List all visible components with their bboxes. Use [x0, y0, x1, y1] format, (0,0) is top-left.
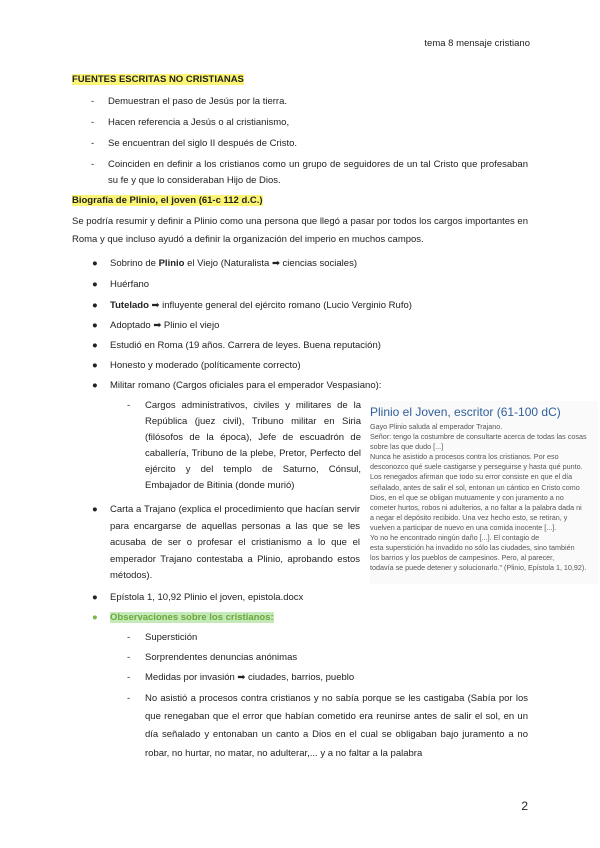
- bullet-icon: ●: [92, 258, 98, 269]
- bullet-honesto: ● Honesto y moderado (políticamente correcto): [110, 358, 301, 374]
- bullet-icon: ●: [92, 360, 98, 371]
- bullet-adoptado: ● Adoptado ➡ Plinio el viejo: [110, 318, 219, 334]
- bullet-icon: ●: [92, 300, 98, 311]
- bullet-observaciones: ● Observaciones sobre los cristianos:: [110, 610, 274, 626]
- bullet-icon: ●: [92, 320, 98, 331]
- bullet-huerfano: ● Huérfano: [110, 277, 149, 293]
- bullet-tutelado: ● Tutelado ➡ influyente general del ejército romano (Lucio Verginio Rufo): [110, 298, 412, 314]
- bullet-icon: ●: [92, 279, 98, 290]
- quote-image: [370, 401, 598, 584]
- bullet-icon: ●: [92, 592, 98, 603]
- bullet-icon: ●: [92, 612, 98, 623]
- intro-paragraph: Se podría resumir y definir a Plinio como una persona que llegó a pasar por todos los cargos importantes en Roma y que incluso ayudó a definir la organización del imperio en muchos campos.: [72, 216, 528, 245]
- bullet-militar: ● Militar romano (Cargos oficiales para el emperador Vespasiano):: [110, 378, 381, 394]
- section-title-biografia: Biografía de Plinio, el joven (61-c 112 d.C.): [72, 195, 263, 206]
- bullet-epistola: ● Epístola 1, 10,92 Plinio el joven, epistola.docx: [110, 590, 303, 606]
- list-item: - Se encuentran del siglo II después de Cristo.: [72, 136, 528, 152]
- cargos-item: - Cargos administrativos, civiles y militares de la República (juez civil), Tribuno militar en Siria (filósofos de la época), Jefe de escuadrón de caballería, Tribuno de la plebe, Pretor, Perfecto del ejército y del templo de Saturno, Cónsul, Embajador de Bitinia (donde murió): [127, 400, 361, 491]
- obs-item: - Medidas por invasión ➡ ciudades, barrios, pueblo: [127, 672, 355, 683]
- list-item: - Coinciden en definir a los cristianos como un grupo de seguidores de un tal Cristo que profesaban su fe y que lo consideraban Hijo de Dios.: [72, 157, 528, 189]
- page-number: 2: [521, 799, 528, 813]
- section-title-fuentes: FUENTES ESCRITAS NO CRISTIANAS: [72, 74, 244, 85]
- bullet-sobrino: ● Sobrino de Plinio el Viejo (Naturalista ➡ ciencias sociales): [110, 256, 357, 272]
- bullet-estudio: ● Estudió en Roma (19 años. Carrera de leyes. Buena reputación): [110, 338, 381, 354]
- obs-item: - No asistió a procesos contra cristianos y no sabía porque se les castigaba (Sabía por los que renegaban que el error que habían cometido era reunirse antes de salir el sol, en un día señalado y entonaban un canto a Dios en el cual se obligaban bajo juramento a no robar, no hurtar, no matar, no adulterar,... y a no faltar a la palabra: [127, 693, 528, 759]
- list-item: - Hacen referencia a Jesús o al cristianismo,: [72, 115, 528, 131]
- bullet-icon: ●: [92, 340, 98, 351]
- obs-item: - Sorprendentes denuncias anónimas: [127, 652, 298, 663]
- page-header: tema 8 mensaje cristiano: [424, 38, 530, 49]
- bullet-carta-trajano: ● Carta a Trajano (explica el procedimiento que hacían servir para encargarse de aquellas personas a las que se les acusaba de ser o profesar el cristianismo a lo que el emperador Trajano contestaba a Plinio, aprobando estos métodos).: [92, 504, 360, 581]
- quote-body: Gayo Plinio saluda al emperador Trajano. Señor: tengo la costumbre de consultarte acerca de todas las cosas sobre las que dudo [...] Nunca he asistido a procesos contra los cristianos. Por eso desconozco qué suele castigarse y perseguirse y hasta qué punto. Los renegados afirman que todo su error consiste en que el día señalado, antes de salir el sol, entonan un cántico en Cristo como Dios, en el que se obligan mutuamente y con juramento a no cometer hurtos, robos ni adulterios, a no faltar a la palabra dada ni a negar el depósito recibido. Una vez hecho esto, se retiran, y vuelven a participar de nuevo en una comida inocente [...]. Yo no he encontrado ningún daño [...]. El contagio de esta superstición ha invadido no sólo las ciudades, sino también los barrios y los pueblos de campesinos. Pero, al parecer, todavía se puede detener y solucionarlo." (Plinio, Epístola 1, 10,92).: [370, 422, 587, 573]
- bullet-icon: ●: [92, 504, 98, 515]
- obs-item: - Superstición: [127, 632, 198, 643]
- fuentes-list: [72, 94, 528, 194]
- bullet-icon: ●: [92, 380, 98, 391]
- list-item: - Demuestran el paso de Jesús por la tierra.: [72, 94, 528, 110]
- quote-title: Plinio el Joven, escritor (61-100 dC): [370, 405, 561, 419]
